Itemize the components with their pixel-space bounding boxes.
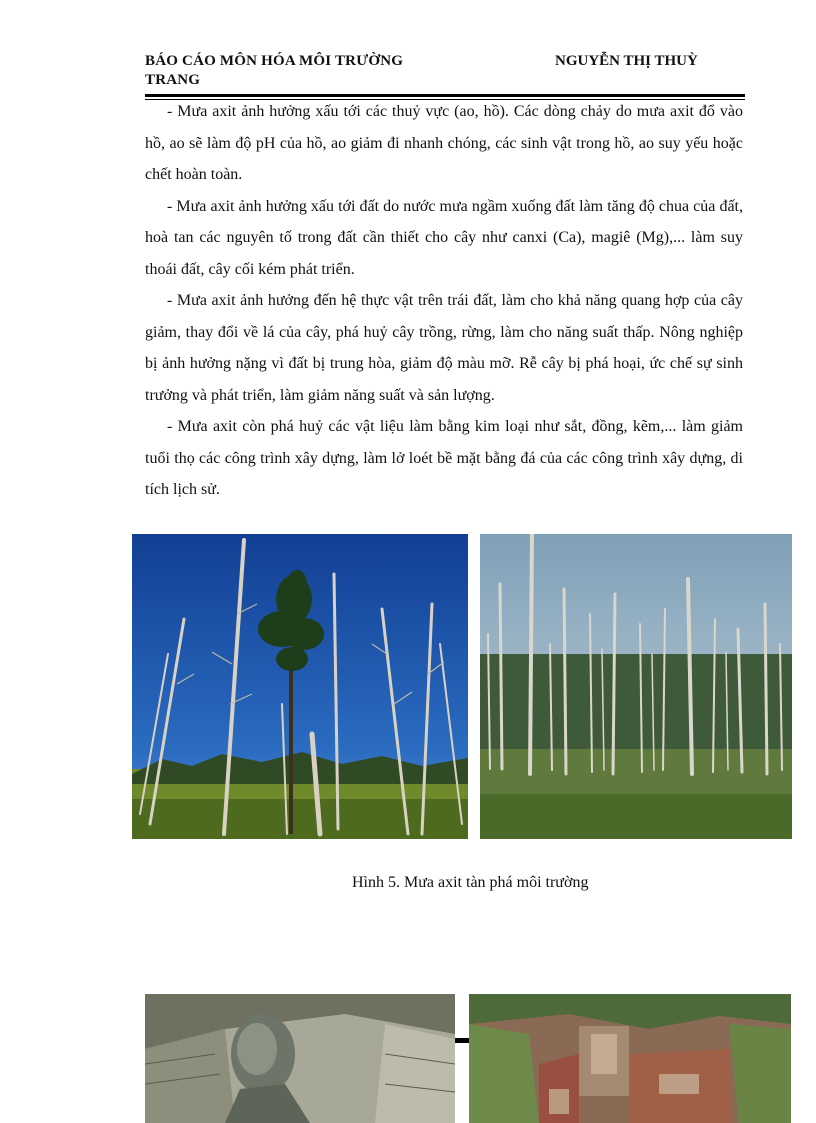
photo-dead-forest-pale-sky [480,534,792,839]
paragraph-water-bodies: - Mưa axit ảnh hưởng xấu tới các thuỷ vực (ao, hồ). Các dòng chảy do mưa axit đổ vào hồ, ao sẽ làm độ pH của hồ, ao giảm đi nhanh chóng, các sinh vật trong hồ, ao suy yếu hoặc chết hoàn toàn. [145,103,743,183]
paragraph-materials: - Mưa axit còn phá huỷ các vật liệu làm bằng kim loại như sắt, đồng, kẽm,... làm giảm tuổi thọ các công trình xây dựng, làm lở loét bề mặt bằng đá của các công trình xây dựng, di tích lịch sử. [145,418,743,498]
header-author: NGUYỄN THỊ THUỲ [555,53,698,69]
figure-caption: Hình 5. Mưa axit tàn phá môi trường [352,874,589,891]
header-report-title: BÁO CÁO MÔN HÓA MÔI TRƯỜNG TRANG [145,53,404,88]
paragraph-vegetation: - Mưa axit ảnh hưởng đến hệ thực vật trên trái đất, làm cho khả năng quang hợp của cây giảm, thay đổi về lá của cây, phá huỷ cây trồng, rừng, làm cho năng suất thấp. Nông nghiệp bị ảnh hưởng nặng vì đất bị trung hòa, giảm độ màu mỡ. Rễ cây bị phá hoại, ức chế sự sinh trưởng và phát triển, làm giảm năng suất và sản lượng. [145,292,743,404]
body-text [145,96,743,506]
photo-eroded-stone-carving [469,994,791,1123]
photo-dead-forest-blue-sky [132,534,468,839]
paragraph-soil: - Mưa axit ảnh hưởng xấu tới đất do nước mưa ngầm xuống đất làm tăng độ chua của đất, hoà tan các nguyên tố trong đất cần thiết cho cây như canxi (Ca), magiê (Mg),... làm suy thoái đất, cây cối kém phát triển. [145,197,743,278]
photo-weathered-statue [145,994,455,1123]
divider-mark [455,1038,469,1043]
